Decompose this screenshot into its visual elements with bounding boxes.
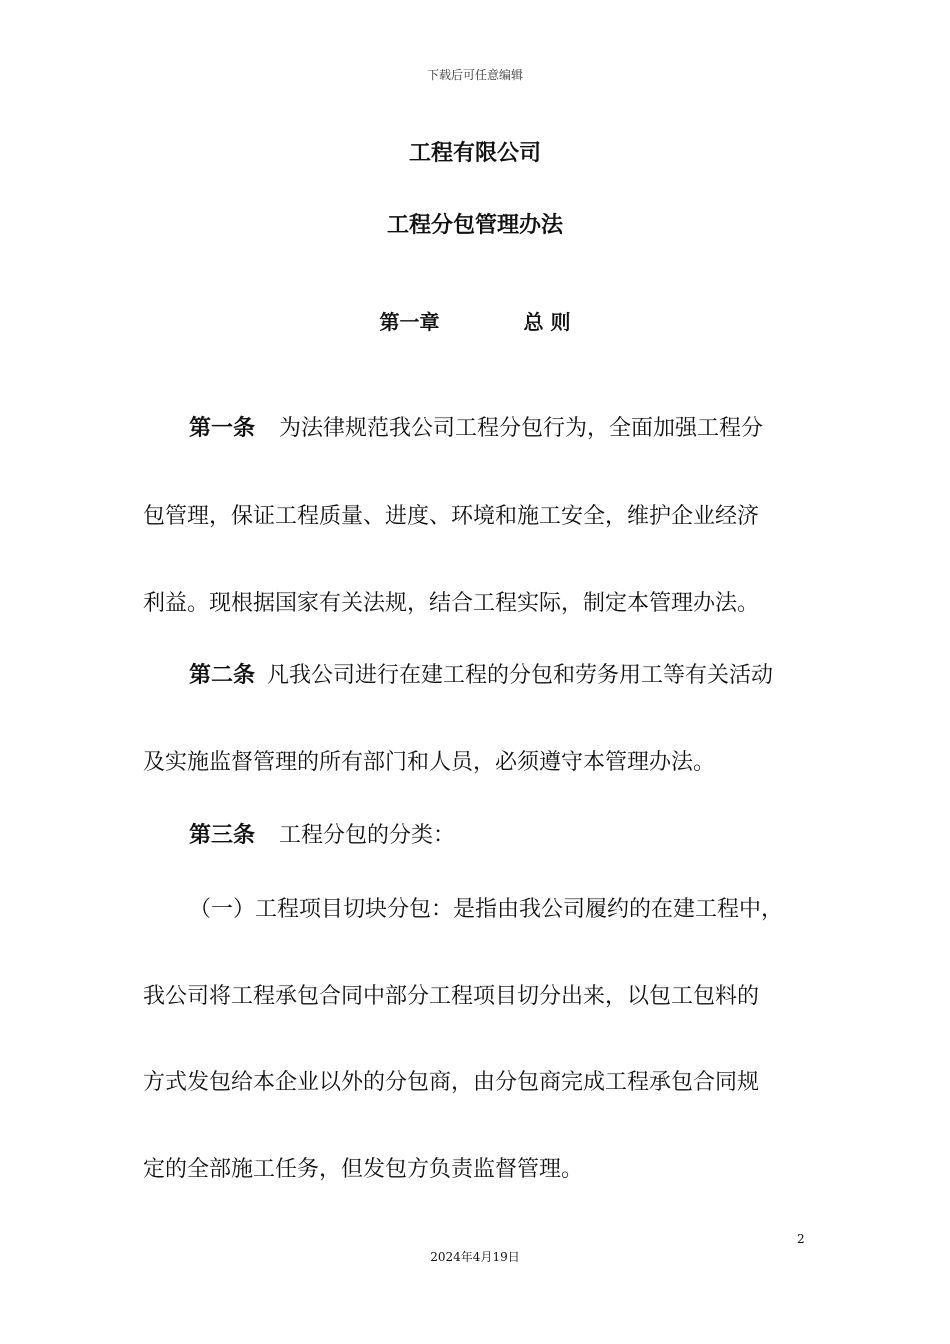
article-2-text: 凡我公司进行在建工程的分包和劳务用工等有关活动 <box>267 663 774 688</box>
header-note: 下载后可任意编辑 <box>426 68 523 82</box>
item-1-line: 我公司将工程承包合同中部分工程项目切分出来，以包工包料的 <box>143 984 760 1009</box>
article-3-first-line <box>189 821 455 851</box>
article-1-line: 利益。现根据国家有关法规，结合工程实际，制定本管理办法。 <box>143 591 760 616</box>
article-1-label: 第一条 <box>189 416 256 441</box>
article-2-first-line <box>189 661 773 691</box>
article-2-label: 第二条 <box>189 663 256 688</box>
article-2-line: 及实施监督管理的所有部门和人员，必须遵守本管理办法。 <box>143 750 716 775</box>
item-1-line: （一）工程项目切块分包：是指由我公司履约的在建工程中， <box>189 897 784 922</box>
footer-date: 2024年4月19日 <box>430 1250 520 1264</box>
chapter-name: 总 则 <box>523 310 571 334</box>
item-1-line: 定的全部施工任务，但发包方负责监督管理。 <box>143 1157 584 1182</box>
chapter-number: 第一章 <box>379 310 440 334</box>
item-1-line: 方式发包给本企业以外的分包商，由分包商完成工程承包合同规 <box>143 1070 760 1095</box>
article-1-text: 为法律规范我公司工程分包行为，全面加强工程分 <box>279 416 764 441</box>
article-3-label: 第三条 <box>189 823 256 848</box>
company-title: 工程有限公司 <box>408 141 541 166</box>
page-number: 2 <box>797 1232 805 1246</box>
chapter-heading <box>0 306 950 335</box>
article-1-line: 包管理，保证工程质量、进度、环境和施工安全，维护企业经济 <box>143 504 760 529</box>
article-1-first-line <box>189 414 763 444</box>
document-title: 工程分包管理办法 <box>386 213 563 238</box>
article-3-text: 工程分包的分类： <box>279 823 456 848</box>
